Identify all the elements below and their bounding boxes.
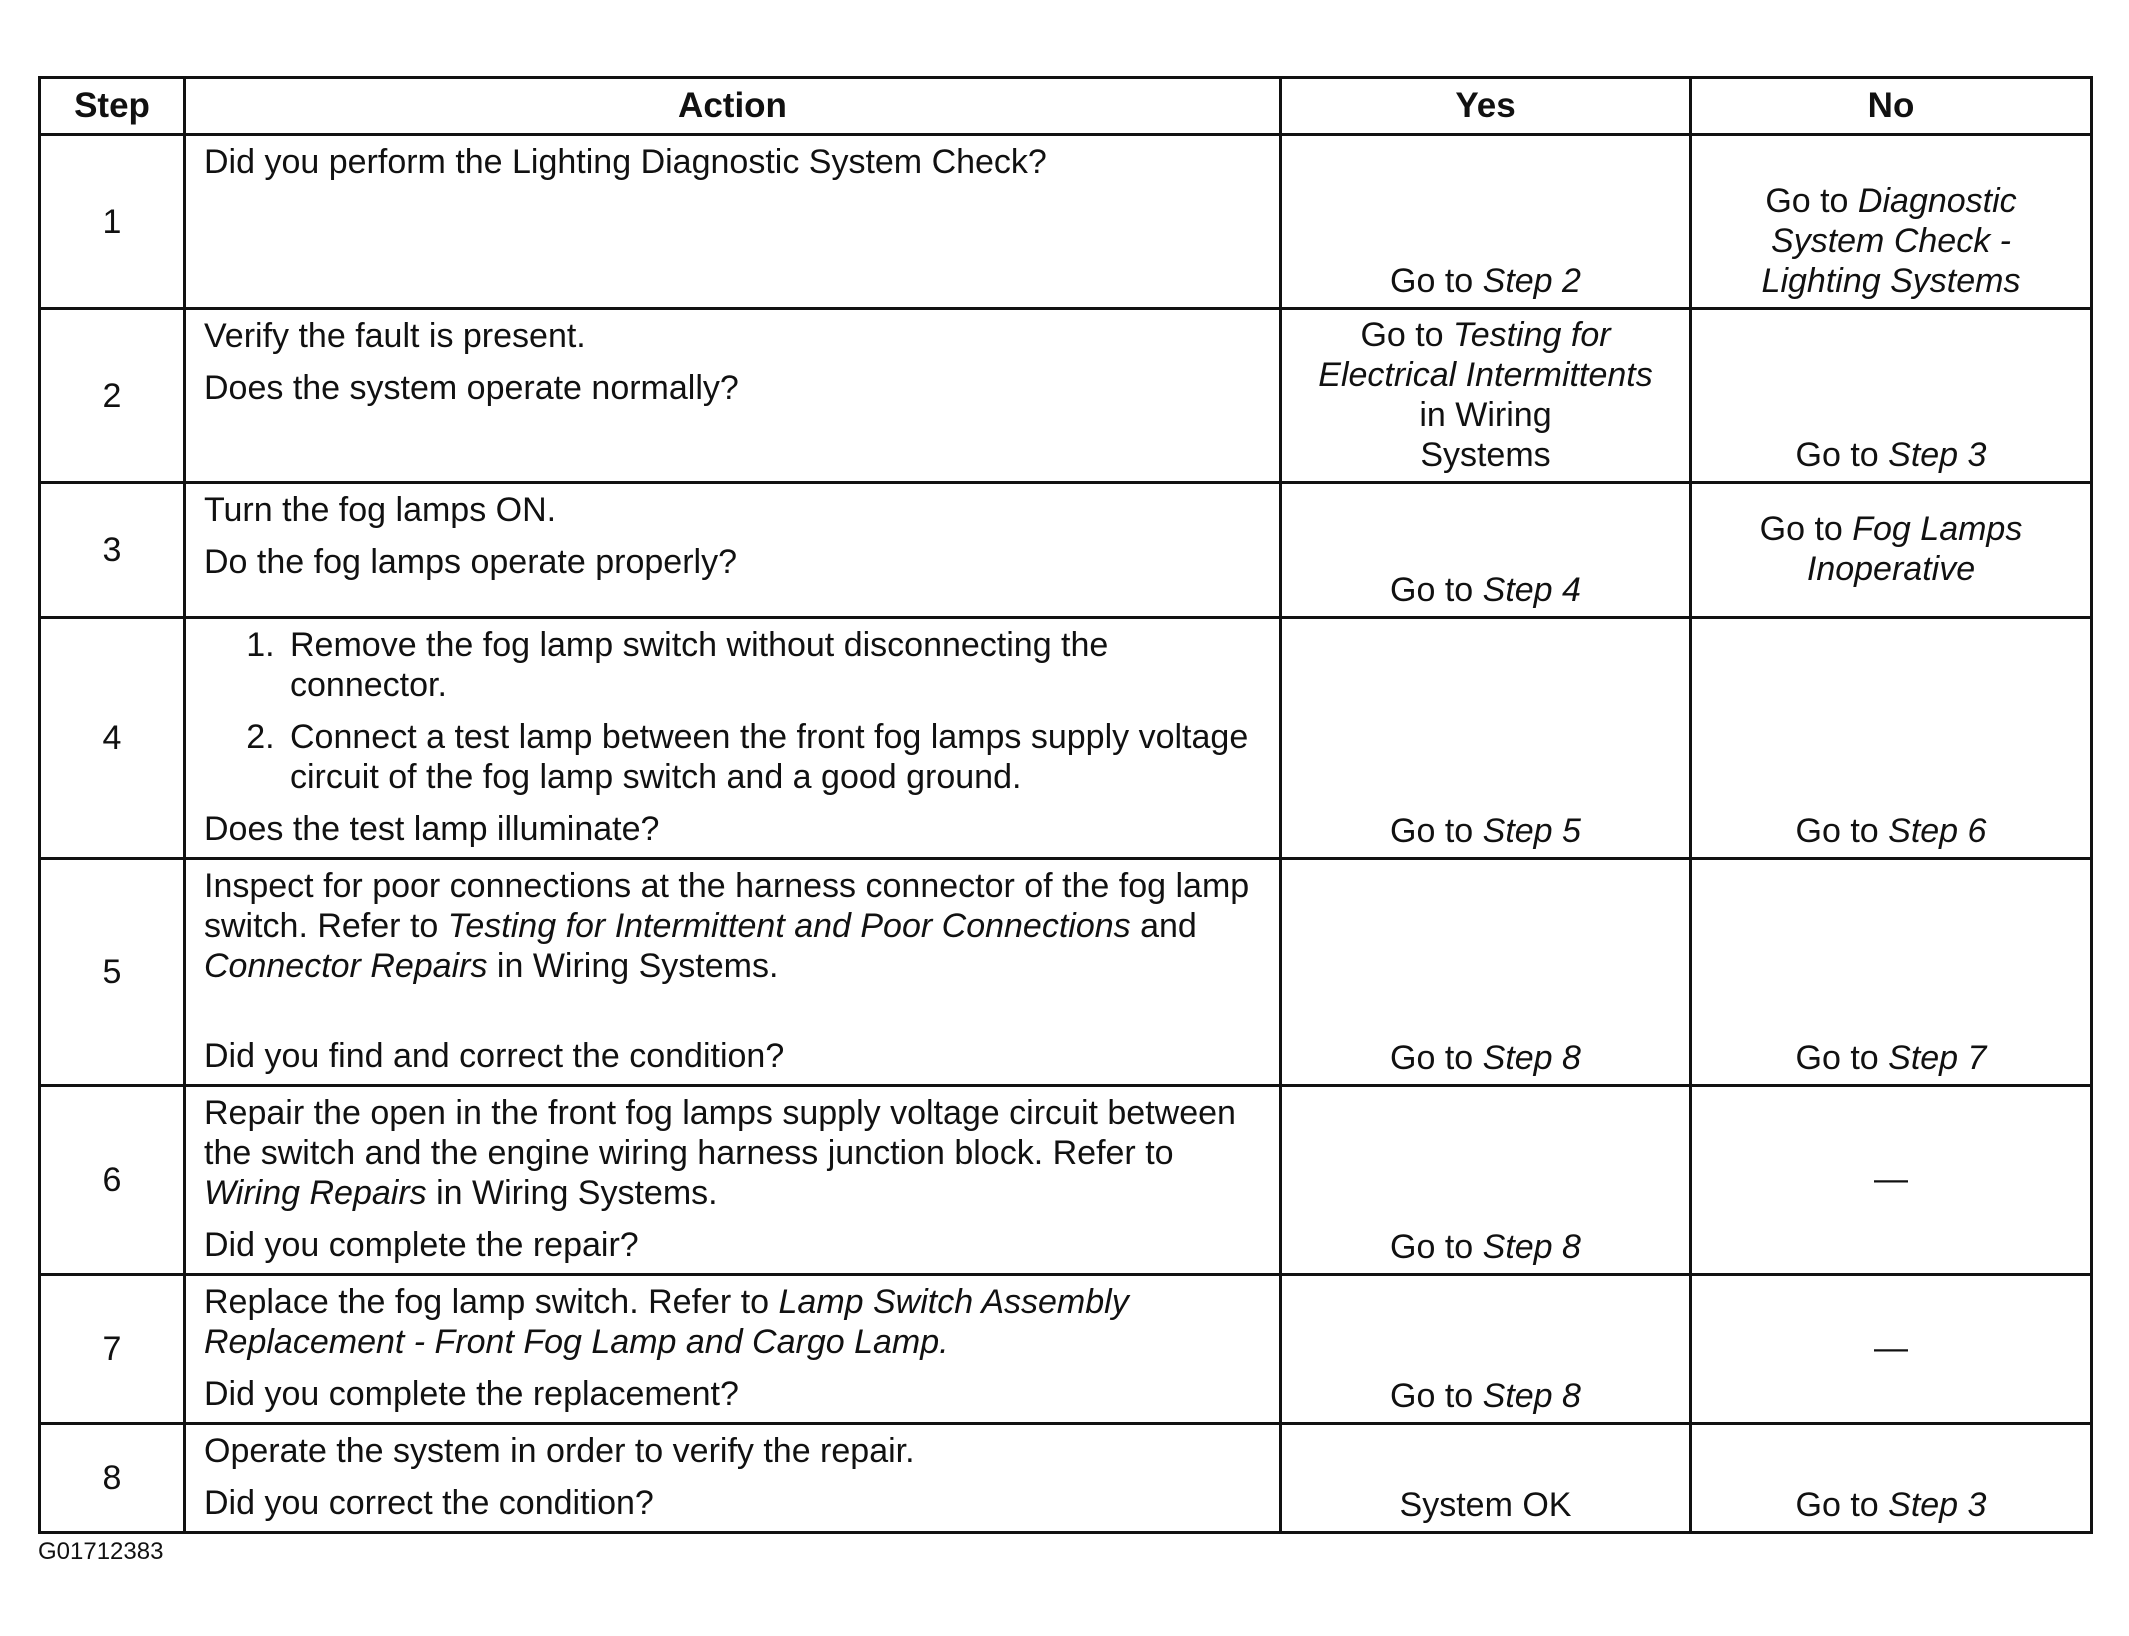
diagnostic-table: [38, 76, 2093, 1534]
no-text: Go to: [1765, 182, 1858, 220]
action-text-part: Inspect for poor connections at the harness connector of the fog lamp switch. Refer to: [204, 867, 1250, 945]
action-question: Does the system operate normally?: [204, 369, 739, 407]
no-cell: [1691, 135, 2092, 309]
no-link[interactable]: Step 3: [1888, 436, 1987, 474]
action-cell: [185, 618, 1281, 859]
list-item: 1. Remove the fog lamp switch without disconnecting the connector.: [284, 625, 1261, 705]
table-row: [40, 309, 2092, 483]
table-row: [40, 1086, 2092, 1275]
no-cell: [1691, 618, 2092, 859]
no-cell: [1691, 1275, 2092, 1424]
header-no: No: [1691, 78, 2092, 135]
table-row: [40, 618, 2092, 859]
no-link[interactable]: Inoperative: [1806, 550, 1976, 588]
yes-cell: [1281, 1086, 1691, 1275]
yes-text: System OK: [1399, 1486, 1572, 1524]
step-number: 1: [40, 135, 185, 309]
action-text-part: Repair the open in the front fog lamps supply voltage circuit between the switch and the engine wiring harness junction block. Refer to: [204, 1094, 1236, 1172]
action-text-part: .: [939, 1323, 949, 1361]
yes-link[interactable]: Step 2: [1482, 262, 1581, 300]
action-cell: [185, 1275, 1281, 1424]
action-text: [204, 866, 1261, 986]
yes-text: Go to: [1390, 1377, 1483, 1415]
no-text: Go to: [1795, 1039, 1889, 1077]
yes-text: Go to: [1390, 262, 1483, 300]
action-text: Turn the fog lamps ON.: [204, 491, 557, 529]
action-cell: [185, 483, 1281, 618]
action-question: Did you complete the repair?: [204, 1226, 639, 1264]
no-link[interactable]: Step 6: [1888, 812, 1987, 850]
action-question: Does the test lamp illuminate?: [204, 810, 660, 848]
no-link[interactable]: Step 3: [1888, 1486, 1987, 1524]
yes-text: in Wiring: [1419, 395, 1552, 434]
figure-id: G01712383: [38, 1538, 164, 1565]
action-question: Did you find and correct the condition?: [204, 1037, 785, 1075]
no-text: Go to: [1759, 510, 1853, 548]
reference-link[interactable]: Lamp Switch Assembly Replacement - Front Fog Lamp and Cargo Lamp: [204, 1283, 1129, 1361]
yes-text: Go to: [1390, 1039, 1483, 1077]
yes-link[interactable]: Testing for: [1453, 315, 1611, 354]
yes-link[interactable]: Step 5: [1482, 812, 1581, 850]
action-text: Verify the fault is present.: [204, 317, 586, 355]
action-text-part: and: [1130, 907, 1197, 945]
no-link[interactable]: Diagnostic: [1857, 182, 2017, 220]
action-question: Did you correct the condition?: [204, 1484, 654, 1522]
header-yes: Yes: [1281, 78, 1691, 135]
no-cell: [1691, 309, 2092, 483]
yes-text: Systems: [1420, 435, 1551, 474]
yes-text: Go to: [1390, 571, 1483, 609]
table-row: [40, 859, 2092, 1086]
step-number: 8: [40, 1424, 185, 1533]
action-question: Do the fog lamps operate properly?: [204, 543, 737, 581]
not-applicable-dash: —: [1874, 1329, 1908, 1367]
action-cell: [185, 309, 1281, 483]
action-cell: [185, 135, 1281, 309]
yes-cell: [1281, 618, 1691, 859]
table-row: [40, 1275, 2092, 1424]
action-text: [204, 1282, 1261, 1362]
no-text: Go to: [1795, 812, 1889, 850]
header-step: Step: [40, 78, 185, 135]
reference-link[interactable]: Testing for Intermittent and Poor Connections: [447, 907, 1131, 945]
action-text-part: Replace the fog lamp switch. Refer to: [204, 1283, 779, 1321]
yes-link[interactable]: Step 8: [1482, 1228, 1581, 1266]
step-number: 2: [40, 309, 185, 483]
yes-link[interactable]: Step 8: [1482, 1039, 1581, 1077]
no-link[interactable]: Lighting Systems: [1761, 262, 2021, 300]
action-text: Did you perform the Lighting Diagnostic System Check?: [204, 143, 1047, 181]
action-question: Did you complete the replacement?: [204, 1375, 739, 1413]
yes-cell: [1281, 309, 1691, 483]
action-text: [204, 1093, 1261, 1213]
action-text-part: in Wiring Systems.: [426, 1174, 718, 1212]
no-cell: [1691, 1424, 2092, 1533]
no-link[interactable]: Step 7: [1888, 1039, 1987, 1077]
yes-link[interactable]: Step 4: [1482, 571, 1581, 609]
no-link[interactable]: System Check -: [1771, 222, 2011, 260]
yes-cell: [1281, 1424, 1691, 1533]
yes-cell: [1281, 1275, 1691, 1424]
reference-link[interactable]: Connector Repairs: [204, 947, 488, 985]
table-row: [40, 1424, 2092, 1533]
step-number: 6: [40, 1086, 185, 1275]
no-cell: [1691, 483, 2092, 618]
action-text-part: in Wiring Systems.: [487, 947, 779, 985]
action-cell: [185, 1424, 1281, 1533]
step-number: 4: [40, 618, 185, 859]
yes-cell: [1281, 135, 1691, 309]
action-text: Operate the system in order to verify the repair.: [204, 1432, 915, 1470]
yes-link[interactable]: Step 8: [1482, 1377, 1581, 1415]
no-text: Go to: [1795, 1486, 1889, 1524]
step-number: 7: [40, 1275, 185, 1424]
no-cell: [1691, 859, 2092, 1086]
action-cell: [185, 859, 1281, 1086]
list-item: 2. Connect a test lamp between the front fog lamps supply voltage circuit of the fog lamp switch and a good ground.: [284, 717, 1261, 797]
yes-text: Go to: [1390, 1228, 1483, 1266]
action-cell: [185, 1086, 1281, 1275]
step-number: 5: [40, 859, 185, 1086]
header-action: Action: [185, 78, 1281, 135]
yes-cell: [1281, 859, 1691, 1086]
yes-link[interactable]: Electrical Intermittents: [1318, 355, 1653, 394]
yes-text: Go to: [1360, 315, 1454, 354]
step-number: 3: [40, 483, 185, 618]
not-applicable-dash: —: [1874, 1160, 1908, 1198]
action-steps-list: [204, 625, 1261, 797]
no-link[interactable]: Fog Lamps: [1852, 510, 2023, 548]
yes-text: Go to: [1390, 812, 1483, 850]
no-text: Go to: [1795, 436, 1889, 474]
table-header-row: [40, 78, 2092, 135]
table-row: [40, 483, 2092, 618]
no-cell: [1691, 1086, 2092, 1275]
reference-link[interactable]: Wiring Repairs: [204, 1174, 427, 1212]
table-row: [40, 135, 2092, 309]
yes-cell: [1281, 483, 1691, 618]
